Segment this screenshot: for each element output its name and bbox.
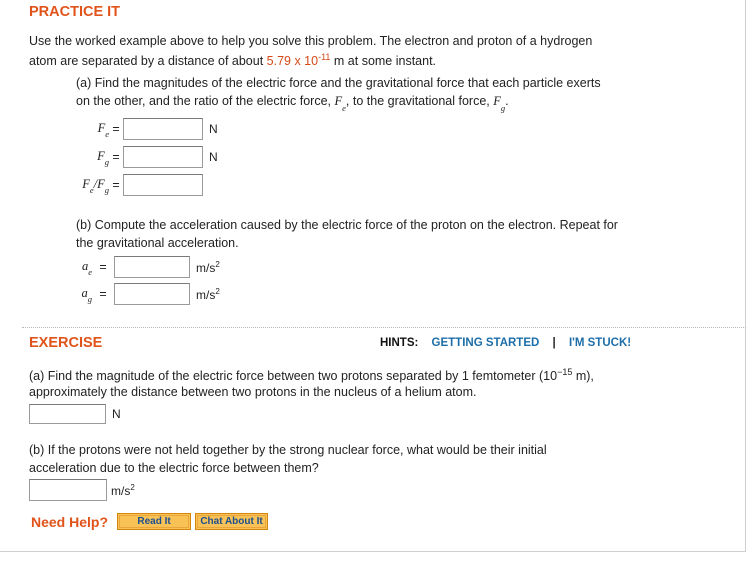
intro-text-end: m at some instant.	[330, 54, 437, 69]
practice-part-b-line-1: (b) Compute the acceleration caused by the electric force of the proton on the electron. Repeat for	[76, 218, 618, 232]
exercise-heading: EXERCISE	[29, 335, 103, 351]
intro-text: atom are separated by a distance of about	[29, 54, 267, 69]
hints-label: HINTS:	[380, 337, 419, 349]
ae-label: $a_e$	[81, 258, 92, 278]
fg-label: $F_g$	[97, 148, 109, 168]
ag-label: $a_g$	[81, 285, 92, 305]
ag-answer-row	[76, 283, 220, 305]
ae-unit: $m/s^2$	[196, 259, 220, 275]
exercise-b-answer-row	[29, 479, 135, 501]
chat-about-it-button[interactable]: Chat About It	[195, 513, 268, 530]
fe-answer-row	[76, 118, 218, 140]
practice-heading: PRACTICE IT	[29, 4, 121, 20]
practice-intro-line-2	[29, 52, 436, 68]
ae-answer-row	[76, 256, 220, 278]
ag-input[interactable]	[114, 283, 190, 305]
section-divider	[22, 327, 746, 328]
fg-input[interactable]	[123, 146, 203, 168]
ratio-input[interactable]	[123, 174, 203, 196]
need-help-bar	[31, 513, 268, 530]
fe-unit: N	[209, 122, 218, 136]
practice-part-b-line-2: the gravitational acceleration.	[76, 236, 239, 250]
equals-sign: =	[99, 287, 107, 301]
fe-symbol: $F_e$	[334, 94, 346, 113]
equals-sign: =	[99, 260, 107, 274]
exercise-b-unit: $m/s^2$	[111, 482, 135, 498]
exercise-a-unit: N	[112, 407, 121, 421]
fg-answer-row	[76, 146, 218, 168]
exercise-a-input[interactable]	[29, 404, 106, 424]
ratio-label: $F_e/F_g$	[82, 176, 109, 196]
exercise-b-input[interactable]	[29, 479, 107, 501]
read-it-button[interactable]: Read It	[117, 513, 191, 530]
fe-label: $F_e$	[97, 120, 109, 140]
hint-separator: |	[552, 337, 556, 349]
equals-sign: =	[112, 178, 120, 192]
equals-sign: =	[112, 150, 120, 164]
fe-input[interactable]	[123, 118, 203, 140]
need-help-label: Need Help?	[31, 513, 109, 530]
ag-unit: $m/s^2$	[196, 286, 220, 302]
hint-getting-started-link[interactable]: GETTING STARTED	[431, 337, 540, 349]
exercise-part-b-line-2: acceleration due to the electric force between them?	[29, 461, 319, 475]
practice-part-a-line-1: (a) Find the magnitudes of the electric force and the gravitational force that each particle exerts	[76, 76, 601, 90]
exercise-part-b-line-1: (b) If the protons were not held together by the strong nuclear force, what would be their initial	[29, 443, 547, 457]
practice-intro-line-1: Use the worked example above to help you solve this problem. The electron and proton of a hydrogen	[29, 34, 593, 48]
exercise-part-a-line-1: (a) Find the magnitude of the electric force between two protons separated by 1 femtometer ($10^{-15}$ m),	[29, 367, 594, 384]
ratio-answer-row	[76, 174, 203, 196]
hint-im-stuck-link[interactable]: I'M STUCK!	[568, 337, 632, 349]
distance-value: 5.79 x $10^{-11}$	[266, 52, 331, 69]
practice-part-a-line-2: on the other, and the ratio of the electric force, $F_e$, to the gravitational force, $F_g$.	[76, 94, 509, 113]
fg-symbol: $F_g$	[493, 94, 506, 113]
hints-bar	[380, 337, 631, 349]
exercise-part-a-line-2: approximately the distance between two protons in the nucleus of a helium atom.	[29, 385, 477, 399]
equals-sign: =	[112, 122, 120, 136]
exercise-a-answer-row	[29, 404, 121, 424]
fg-unit: N	[209, 150, 218, 164]
ae-input[interactable]	[114, 256, 190, 278]
